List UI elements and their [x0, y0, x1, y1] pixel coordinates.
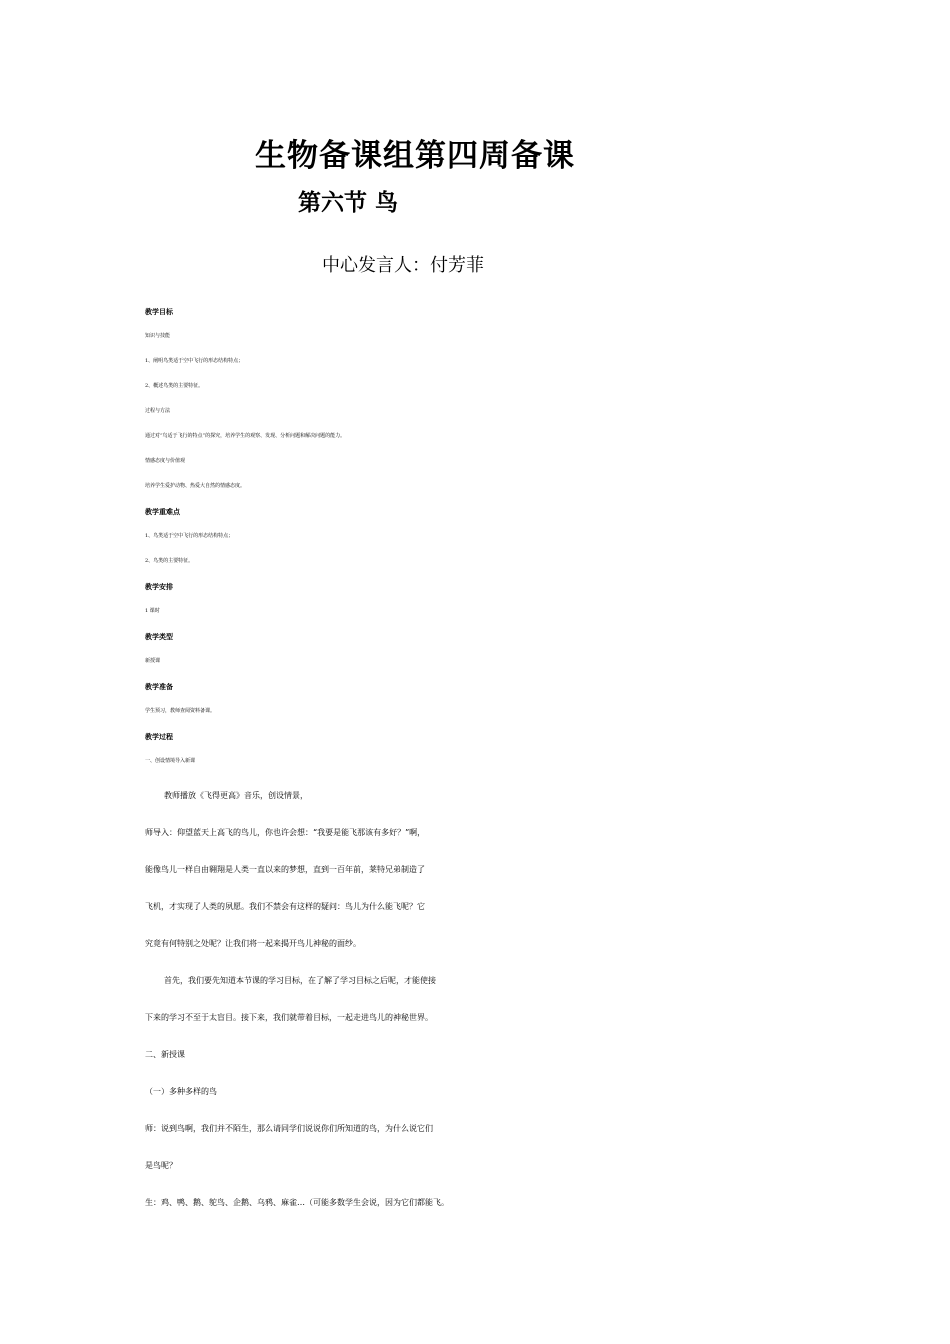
label-emotion-values: 情感态度与价值观 [145, 458, 186, 464]
paragraph-4-line-1: 师：说到鸟啊，我们并不陌生，那么请同学们说说你们所知道的鸟，为什么说它们 [145, 1124, 433, 1133]
heading-preparation: 教学准备 [145, 682, 173, 691]
process-step-2: 二、新授课 [145, 1050, 185, 1059]
heading-teaching-process: 教学过程 [145, 732, 173, 741]
key-point-2: 2、鸟类的主要特征。 [145, 558, 194, 564]
paragraph-2-line-3: 飞机，才实现了人类的夙愿。我们不禁会有这样的疑问：鸟儿为什么能飞呢？它 [145, 902, 425, 911]
process-step-1: 一、创设情境导入新课 [145, 758, 196, 764]
heading-key-points: 教学重难点 [145, 507, 180, 516]
paragraph-3-line-2: 下来的学习不至于太盲目。接下来，我们就带着目标，一起走进鸟儿的神秘世界。 [145, 1013, 433, 1022]
document-body [145, 299, 815, 1221]
heading-lesson-type: 教学类型 [145, 632, 173, 641]
speaker-line: 中心发言人：付芳菲 [322, 255, 484, 276]
heading-schedule: 教学安排 [145, 582, 173, 591]
lesson-type-text: 新授课 [145, 658, 161, 664]
section-subtitle: 第六节 鸟 [298, 189, 399, 216]
paragraph-3-line-1: 首先，我们要先知道本节课的学习目标，在了解了学习目标之后呢，才能使接 [164, 976, 436, 985]
label-process-methods: 过程与方法 [145, 408, 171, 414]
knowledge-item-2: 2、概述鸟类的主要特征。 [145, 383, 204, 389]
schedule-text: 1 课时 [145, 608, 160, 614]
document-title: 生物备课组第四周备课 [255, 138, 575, 174]
paragraph-2-line-1: 师导入：仰望蓝天上高飞的鸟儿，你也许会想：“我要是能飞那该有多好？”啊， [145, 828, 426, 837]
paragraph-5-line-1: 生：鸡、鸭、鹅、鸵鸟、企鹅、乌鸦、麻雀…（可能多数学生会说，因为它们都能飞。 [145, 1198, 449, 1207]
preparation-text: 学生预习，教师查阅资料备课。 [145, 708, 216, 714]
knowledge-item-1: 1、阐明鸟类适于空中飞行的形态结构特点； [145, 358, 244, 364]
paragraph-2-line-2: 能像鸟儿一样自由翱翔是人类一直以来的梦想，直到一百年前，莱特兄弟制造了 [145, 865, 425, 874]
process-methods-text: 通过对“鸟适于飞行的特点”的探究，培养学生的观察、发现、分析问题和解决问题的能力。 [145, 433, 346, 439]
paragraph-2-line-4: 究竟有何特别之处呢？让我们将一起来揭开鸟儿神秘的面纱。 [145, 939, 361, 948]
paragraph-1: 教师播放《飞得更高》音乐，创设情景， [164, 791, 308, 800]
subsection-1: （一）多种多样的鸟 [145, 1087, 217, 1096]
label-knowledge-skills: 知识与技能 [145, 333, 171, 339]
emotion-values-text: 培养学生爱护动物、热爱大自然的情感态度。 [145, 483, 246, 489]
paragraph-4-line-2: 是鸟呢？ [145, 1161, 177, 1170]
key-point-1: 1、鸟类适于空中飞行的形态结构特点； [145, 533, 234, 539]
heading-teaching-goals: 教学目标 [145, 307, 173, 316]
